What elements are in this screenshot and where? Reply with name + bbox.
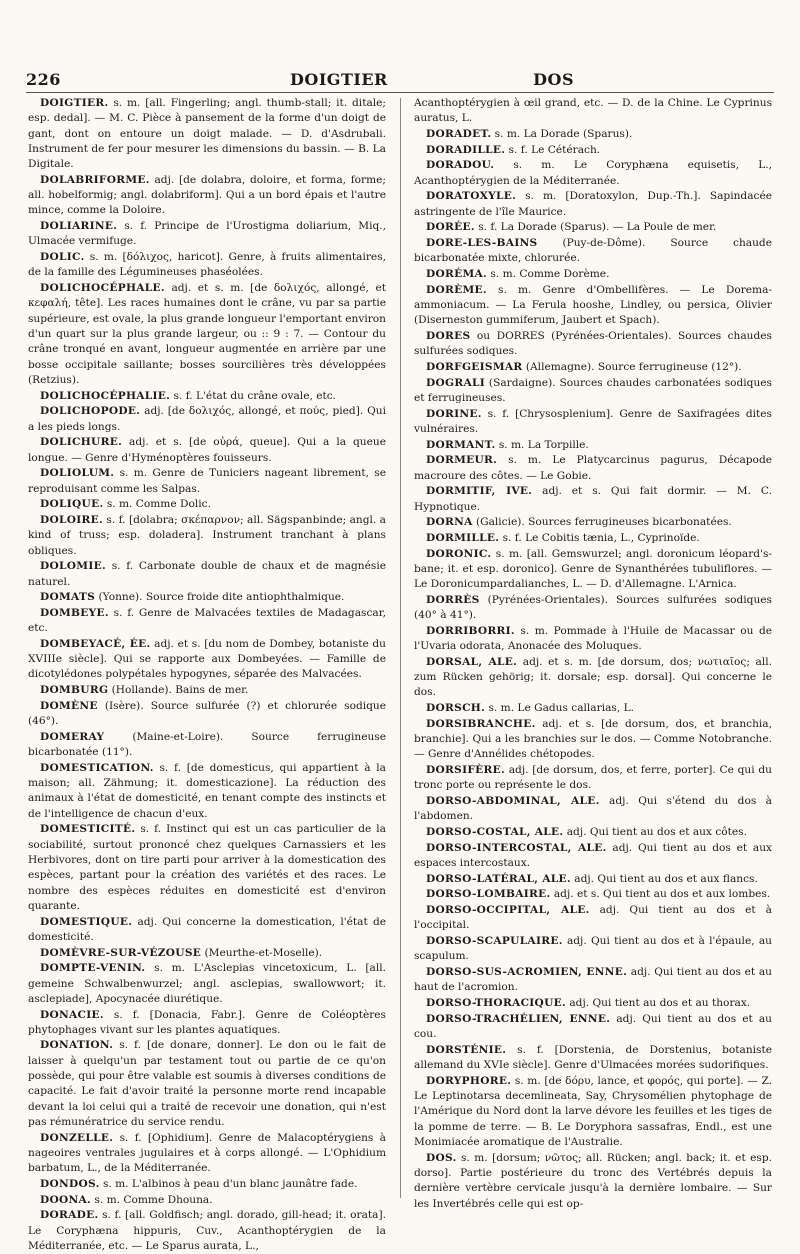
entry-headword: DOLABRIFORME. bbox=[40, 173, 150, 186]
dictionary-entry bbox=[414, 903, 772, 934]
entry-headword: DOLICHOCÉPHALIE. bbox=[40, 389, 171, 402]
entry-definition: adj. [de δολιχός, allongé, et πούς, pied]. Qui a les pieds longs. bbox=[28, 405, 386, 433]
entry-headword: DOONA. bbox=[40, 1193, 92, 1206]
dictionary-entry bbox=[414, 996, 772, 1011]
entry-definition: (Allemagne). Source ferrugineuse (12°). bbox=[522, 360, 742, 373]
dictionary-entry bbox=[28, 559, 386, 590]
entry-definition: (Pyrénées-Orientales). Sources sulfurées sodiques (40° à 41°). bbox=[414, 593, 772, 622]
entry-definition: s. m. Le Coryphæna equisetis, L., Acanthoptérygien de la Méditerranée. bbox=[414, 159, 772, 187]
entry-definition: s. m. L'Asclepias vincetoxicum, L. [all. gemeine Schwalbenwurzel; angl. asclepias, swallowwort; it. asclepiade], Apocynacée diurétique. bbox=[28, 962, 386, 1005]
entry-headword: DORSIFÈRE. bbox=[426, 764, 505, 777]
entry-definition: s. m. [dorsum; νῶτος; all. Rücken; angl. back; it. et esp. dorso]. Partie postérieure du tronc des Vertébrés depuis la dernière vertèbre cervicale jusqu'à la dernière lombaire. — Sur les Invertébrés celle qui est op- bbox=[414, 1151, 772, 1210]
dictionary-entry bbox=[414, 376, 772, 407]
dictionary-entry bbox=[414, 593, 772, 624]
entry-headword: DOMESTICATION. bbox=[40, 761, 154, 774]
dictionary-entry bbox=[414, 96, 772, 127]
entry-definition: adj. Qui tient au dos et au thorax. bbox=[566, 997, 751, 1010]
dictionary-entry bbox=[414, 283, 772, 329]
dictionary-entry bbox=[414, 438, 772, 453]
entry-definition: adj. Qui tient au dos et aux espaces intercostaux. bbox=[414, 841, 772, 870]
entry-definition: s. f. La Dorade (Sparus). — La Poule de mer. bbox=[474, 221, 717, 234]
dictionary-entry bbox=[414, 220, 772, 235]
dictionary-entry bbox=[28, 699, 386, 730]
entry-definition: s. m. [de δόρυ, lance, et φορός, qui porte]. — Z. Le Leptinotarsa decemlineata, Say, Chrysomélien phytophage de l'Amérique du Nord dont la larve dévore les feuilles et les tiges de la pomme de terre. — B. Le Doryphora sassafras, Endl., est une Monimiacée aromatique de l'Australie. bbox=[414, 1074, 772, 1148]
dictionary-entry bbox=[28, 730, 386, 761]
entry-headword: DORSAL, ALE. bbox=[426, 655, 518, 668]
dictionary-entry bbox=[28, 683, 386, 698]
entry-definition: s. f. [Donacia, Fabr.]. Genre de Coléoptères phytophages vivant sur les plantes aquatiques. bbox=[28, 1008, 386, 1036]
dictionary-entry bbox=[414, 143, 772, 158]
entry-definition: s. m. L'albinos à peau d'un blanc jaunâtre fade. bbox=[99, 1177, 358, 1190]
dictionary-entry bbox=[28, 1208, 386, 1254]
entry-headword: DORES bbox=[426, 329, 471, 342]
entry-headword: DOMBEYACÉ, ÉE. bbox=[40, 637, 151, 650]
dictionary-entry bbox=[28, 822, 386, 914]
entry-definition: s. m. [all. Gemswurzel; angl. doronicum léopard's-bane; it. et esp. doronico]. Genre de Synanthérées tubuliflores. — Le Doronicumpardalianches, L. — D. d'Allemagne. L'Arnica. bbox=[414, 547, 772, 591]
dictionary-entry bbox=[414, 267, 772, 282]
entry-definition: s. m. La Dorade (Sparus). bbox=[491, 127, 633, 140]
entry-headword: DORSIBRANCHE. bbox=[426, 717, 536, 730]
entry-definition: adj. Qui tient au dos et au haut de l'acromion. bbox=[414, 966, 772, 994]
entry-headword: DORMEUR. bbox=[426, 454, 498, 467]
guide-word-right: DOS bbox=[533, 70, 574, 89]
dictionary-entry bbox=[414, 531, 772, 546]
entry-definition: s. m. [all. Fingerling; angl. thumb-stall; it. ditale; esp. dedal]. — M. C. Pièce à pansement de la forme d'un doigt de gant, dont on entoure un doigt malade. — D. d'Asdrubali. Instrument de fer pour mesurer les dimensions du bassin. — B. La Digitale. bbox=[28, 97, 386, 171]
dictionary-entry bbox=[28, 637, 386, 683]
entry-headword: DONACIE. bbox=[40, 1008, 104, 1021]
dictionary-entry bbox=[414, 717, 772, 763]
entry-definition: s. m. Pommade à l'Huile de Macassar ou de l'Uvaria odorata, Anonacée des Moluques. bbox=[414, 624, 772, 653]
dictionary-entry bbox=[28, 466, 386, 497]
entry-definition: adj. Qui tient au dos et aux flancs. bbox=[570, 872, 758, 885]
dictionary-entry bbox=[414, 763, 772, 794]
entry-headword: DOMATS bbox=[40, 591, 96, 604]
dictionary-entry bbox=[28, 219, 386, 250]
dictionary-entry bbox=[414, 360, 772, 375]
dictionary-entry bbox=[28, 590, 386, 605]
entry-headword: DORMITIF, IVE. bbox=[426, 485, 533, 498]
entry-headword: DOLIARINE. bbox=[40, 220, 118, 233]
entry-headword: DORYPHORE. bbox=[426, 1074, 512, 1087]
dictionary-entry bbox=[414, 407, 772, 438]
dictionary-entry bbox=[414, 329, 772, 360]
entry-headword: DONDOS. bbox=[40, 1177, 100, 1190]
dictionary-entry bbox=[414, 872, 772, 887]
entry-headword: DORSO-LATÉRAL, ALE. bbox=[426, 872, 571, 885]
entry-headword: DORSO-SUS-ACROMIEN, ENNE. bbox=[426, 966, 628, 979]
entry-definition: s. f. [dolabra; σκέπαρνον; all. Sägspanbinde; angl. a kind of truss; esp. doladera]. Instrument tranchant à plans obliques. bbox=[28, 513, 386, 557]
entry-definition: (Isère). Source sulfurée (?) et chlorurée sodique (46°). bbox=[28, 699, 386, 728]
entry-headword: DORSO-OCCIPITAL, ALE. bbox=[426, 904, 590, 917]
entry-headword: DOLICHURE. bbox=[40, 436, 123, 449]
dictionary-entry bbox=[414, 794, 772, 825]
entry-definition: adj. et s. [du nom de Dombey, botaniste du XVIIIe siècle]. Qui se rapporte aux Dombeyées. — Famille de dicotylédones polypétales hypogynes, séparée des Malvacées. bbox=[28, 637, 386, 681]
entry-headword: DOIGTIER. bbox=[40, 97, 109, 109]
entry-headword: DOLOMIE. bbox=[40, 560, 106, 573]
dictionary-entry bbox=[414, 189, 772, 220]
entry-definition: s. f. [de donare, donner]. Le don ou le fait de laisser à quelqu'un par testament tout ou partie de ce qu'on possède, qui pour être valable est soumis à diverses conditions de capacité. Le fait d'avoir traité la personne morte rend incapable devant la loi celui qui a traité de recevoir une donation, qui n'est pas rémunératrice du service rendu. bbox=[28, 1039, 386, 1128]
entry-definition: adj. et s. m. [de dorsum, dos; νωτιαῖος; all. zum Rücken gehörig; it. dorsale; esp. dorsal]. Qui concerne le dos. bbox=[414, 655, 772, 699]
dictionary-entry bbox=[414, 547, 772, 593]
entry-definition: s. m. [Doratoxylon, Dup.-Th.]. Sapindacée astringente de l'île Maurice. bbox=[414, 190, 772, 218]
entry-headword: DOMBEYE. bbox=[40, 606, 109, 619]
entry-definition: s. f. Principe de l'Urostigma doliarium, Miq., Ulmacée vermifuge. bbox=[28, 220, 386, 248]
entry-definition: adj. Qui tient au dos et au cou. bbox=[414, 1012, 772, 1041]
guide-word-left: DOIGTIER bbox=[290, 70, 388, 89]
entry-headword: DORMANT. bbox=[426, 438, 496, 451]
dictionary-entry bbox=[28, 96, 386, 172]
entry-definition: s. f. Le Cobitis tænia, L., Cyprinoïde. bbox=[499, 531, 700, 544]
entry-definition: (Puy-de-Dôme). Source chaude bicarbonatée mixte, chlorurée. bbox=[414, 237, 772, 265]
entry-definition: adj. Qui tient au dos et à l'épaule, au scapulum. bbox=[414, 935, 772, 963]
entry-headword: DORSTÉNIE. bbox=[426, 1043, 507, 1056]
entry-definition: (Yonne). Source froide dite antiophthalmique. bbox=[95, 591, 345, 604]
entry-definition: adj. et s. [de οὐρά, queue]. Qui a la queue longue. — Genre d'Hyménoptères fouisseurs. bbox=[28, 436, 386, 464]
entry-headword: DOLICHOPODE. bbox=[40, 405, 141, 418]
entry-headword: DORSO-INTERCOSTAL, ALE. bbox=[426, 841, 607, 854]
entry-headword: DORSO-SCAPULAIRE. bbox=[426, 935, 563, 948]
dictionary-entry bbox=[28, 761, 386, 822]
entry-definition: ou DORRES (Pyrénées-Orientales). Sources chaudes sulfurées sodiques. bbox=[414, 329, 772, 358]
dictionary-entry bbox=[28, 173, 386, 219]
dictionary-entry bbox=[28, 606, 386, 637]
page-number: 226 bbox=[26, 70, 61, 89]
dictionary-entry bbox=[414, 236, 772, 267]
entry-headword: DOMESTIQUE. bbox=[40, 915, 133, 928]
entry-definition: s. f. Genre de Malvacées textiles de Madagascar, etc. bbox=[28, 606, 386, 635]
entry-headword: DOMERAY bbox=[40, 730, 105, 743]
entry-headword: DORRIBORRI. bbox=[426, 624, 515, 637]
entry-definition: adj. Qui s'étend du dos à l'abdomen. bbox=[414, 795, 772, 823]
entry-definition: s. m. Comme Dolic. bbox=[103, 498, 211, 511]
dictionary-entry bbox=[414, 1012, 772, 1043]
dictionary-entry bbox=[28, 1131, 386, 1177]
entry-headword: DORONIC. bbox=[426, 547, 492, 560]
dictionary-entry bbox=[28, 389, 386, 404]
entry-definition: adj. Qui concerne la domestication, l'état de domesticité. bbox=[28, 915, 386, 943]
dictionary-entry bbox=[414, 965, 772, 996]
entry-headword: DORRÈS bbox=[426, 593, 480, 606]
entry-headword: DOMÈVRE-SUR-VÉZOUSE bbox=[40, 946, 202, 959]
entry-headword: DORADE. bbox=[40, 1209, 99, 1222]
dictionary-entry bbox=[414, 515, 772, 530]
entry-definition: s. f. [de domesticus, qui appartient à la maison; all. Zähmung; it. domesticazione]. La réduction des animaux à l'état de domesticité, en tenant compte des instincts et de l'intelligence de chacun d'eux. bbox=[28, 761, 386, 820]
entry-definition: adj. et s. [de dorsum, dos, et branchia, branchie]. Qui a les branchies sur le dos. — Comme Notobranche. — Genre d'Annélides chétopodes. bbox=[414, 717, 772, 761]
dictionary-entry bbox=[28, 915, 386, 946]
entry-definition: Acanthoptérygien à œil grand, etc. — D. de la Chine. Le Cyprinus auratus, L. bbox=[414, 97, 772, 125]
dictionary-entry bbox=[414, 1043, 772, 1074]
entry-definition: adj. [de dorsum, dos, et ferre, porter]. Ce qui du tronc porte ou représente le dos. bbox=[414, 764, 772, 792]
entry-definition: (Meurthe-et-Moselle). bbox=[201, 946, 323, 959]
dictionary-entry bbox=[414, 934, 772, 965]
dictionary-entry bbox=[414, 1074, 772, 1150]
entry-definition: adj. Qui tient au dos et aux côtes. bbox=[563, 826, 747, 839]
dictionary-entry bbox=[28, 513, 386, 559]
entry-headword: DORADET. bbox=[426, 127, 492, 140]
entry-definition: s. f. Instinct qui est un cas particulier de la sociabilité, surtout prononcé chez quelques Carnassiers et les Herbivores, dont on tire parti pour arriver à la domestication des espèces, partant pour la création des variétés et des races. Le nombre des espèces réduites en domesticité est d'environ quarante. bbox=[28, 823, 386, 912]
entry-headword: DORSO-LOMBAIRE. bbox=[426, 888, 551, 901]
entry-definition: s. m. La Torpille. bbox=[495, 438, 589, 451]
entry-headword: DORSO-ABDOMINAL, ALE. bbox=[426, 795, 600, 808]
right-column bbox=[414, 96, 772, 1210]
entry-headword: DORADILLE. bbox=[426, 143, 506, 156]
entry-definition: s. m. [δόλιχος, haricot]. Genre, à fruits alimentaires, de la famille des Légumineuses phaséolées. bbox=[28, 251, 386, 279]
entry-headword: DOS. bbox=[426, 1151, 457, 1164]
entry-definition: adj. et s. m. [de δολιχός, allongé, et κεφαλή, tête]. Les races humaines dont le crâne, vu par sa partie supérieure, est ovale, la plus grande longueur l'emportant environ d'un quart sur la plus grande largeur, ou :: 9 : 7. — Contour du crâne tronqué en avant, longueur augmentée en arrière par une bosse occipitale saillante; bosses sourcilières très développées (Retzius). bbox=[28, 282, 386, 386]
column-divider bbox=[400, 98, 401, 1198]
dictionary-entry bbox=[28, 1008, 386, 1039]
entry-definition: s. f. [Ophidium]. Genre de Malacoptérygiens à nageoires ventrales jugulaires et à corps allongé. — L'Ophidium barbatum, L., de la Méditerranée. bbox=[28, 1131, 386, 1175]
entry-headword: DOMESTICITÉ. bbox=[40, 823, 136, 836]
entry-headword: DORADOU. bbox=[426, 159, 495, 172]
dictionary-entry bbox=[28, 961, 386, 1007]
entry-definition: adj. [de dolabra, doloire, et forma, forme; all. hobelformig; angl. dolabriform]. Qui a un bord épais et l'autre mince, comme la Doloire. bbox=[28, 173, 386, 217]
entry-headword: DOMBURG bbox=[40, 684, 109, 697]
dictionary-entry bbox=[414, 127, 772, 142]
entry-headword: DOMPTE-VENIN. bbox=[40, 962, 146, 975]
left-column bbox=[28, 96, 386, 1252]
dictionary-entry bbox=[414, 453, 772, 484]
entry-headword: DORINE. bbox=[426, 407, 482, 420]
entry-definition: adj. et s. Qui fait dormir. — M. C. Hypnotique. bbox=[414, 485, 772, 513]
entry-headword: DONATION. bbox=[40, 1039, 114, 1052]
dictionary-entry bbox=[28, 435, 386, 466]
dictionary-entry bbox=[28, 1177, 386, 1192]
dictionary-entry bbox=[414, 624, 772, 655]
dictionary-entry bbox=[414, 887, 772, 902]
entry-headword: DOGRALI bbox=[426, 376, 485, 389]
entry-headword: DORATOXYLE. bbox=[426, 190, 517, 203]
entry-definition: adj. Qui tient au dos et à l'occipital. bbox=[414, 904, 772, 932]
entry-definition: s. f. L'état du crâne ovale, etc. bbox=[170, 389, 337, 402]
entry-definition: s. f. [all. Goldfisch; angl. dorado, gill-head; it. orata]. Le Coryphæna hippuris, Cuv., Acanthoptérygien de la Méditerranée, etc. — Le Sparus aurata, L., bbox=[28, 1209, 386, 1252]
entry-definition: (Hollande). Bains de mer. bbox=[108, 684, 249, 697]
entry-headword: DORSCH. bbox=[426, 702, 486, 715]
entry-definition: adj. et s. Qui tient au dos et aux lombes. bbox=[550, 888, 771, 901]
dictionary-entry bbox=[414, 1151, 772, 1212]
entry-headword: DORSO-COSTAL, ALE. bbox=[426, 826, 564, 839]
entry-headword: DOMÈNE bbox=[40, 699, 98, 712]
dictionary-entry bbox=[414, 825, 772, 840]
entry-headword: DOLIQUE. bbox=[40, 498, 104, 511]
entry-definition: s. f. [Chrysosplenium]. Genre de Saxifragées dites vulnéraires. bbox=[414, 407, 772, 435]
entry-headword: DOLIOLUM. bbox=[40, 467, 115, 480]
dictionary-entry bbox=[28, 281, 386, 388]
dictionary-entry bbox=[28, 404, 386, 435]
entry-definition: s. m. Genre d'Ombellifères. — Le Dorema-ammoniacum. — La Ferula hooshe, Lindley, ou persica, Olivier (Diserneston gummiferum, Jaubert et Spach). bbox=[414, 283, 772, 327]
dictionary-entry bbox=[28, 250, 386, 281]
dictionary-entry bbox=[28, 1193, 386, 1208]
entry-headword: DORFGEISMAR bbox=[426, 360, 523, 373]
entry-definition: s. m. Le Gadus callarias, L. bbox=[485, 702, 634, 715]
entry-headword: DORMILLE. bbox=[426, 531, 500, 544]
entry-headword: DONZELLE. bbox=[40, 1131, 114, 1144]
entry-definition: s. m. Le Platycarcinus pagurus, Décapode macroure des côtes. — Le Gobie. bbox=[414, 454, 772, 482]
entry-headword: DOLIC. bbox=[40, 251, 85, 264]
running-header bbox=[26, 70, 774, 93]
entry-definition: s. f. [Dorstenia, de Dorstenius, botaniste allemand du XVIe siècle]. Genre d'Ulmacées morées sudorifiques. bbox=[414, 1043, 772, 1072]
entry-headword: DORÈME. bbox=[426, 283, 487, 296]
entry-definition: (Maine-et-Loire). Source ferrugineuse bicarbonatée (11°). bbox=[28, 730, 386, 759]
entry-definition: s. m. Comme Dhouna. bbox=[91, 1193, 213, 1206]
entry-headword: DORÉE. bbox=[426, 221, 475, 234]
dictionary-entry bbox=[414, 701, 772, 716]
dictionary-entry bbox=[28, 946, 386, 961]
entry-headword: DOLOIRE. bbox=[40, 513, 104, 526]
entry-headword: DOLICHOCÉPHALE. bbox=[40, 282, 165, 295]
dictionary-entry bbox=[414, 158, 772, 189]
entry-definition: s. f. Carbonate double de chaux et de magnésie naturel. bbox=[28, 560, 386, 588]
dictionary-entry bbox=[28, 497, 386, 512]
entry-headword: DORSO-TRACHÉLIEN, ENNE. bbox=[426, 1012, 611, 1025]
entry-headword: DORSO-THORACIQUE. bbox=[426, 997, 566, 1010]
entry-definition: s. f. Le Cétérach. bbox=[505, 143, 601, 156]
entry-definition: s. m. Genre de Tuniciers nageant librement, se reproduisant comme les Salpas. bbox=[28, 467, 386, 495]
entry-definition: s. m. Comme Dorème. bbox=[487, 268, 610, 280]
entry-headword: DORNA bbox=[426, 516, 473, 529]
entry-headword: DORÉMA. bbox=[426, 268, 488, 280]
dictionary-entry bbox=[414, 484, 772, 515]
entry-headword: DORE-LES-BAINS bbox=[426, 237, 538, 250]
entry-definition: (Sardaigne). Sources chaudes carbonatées sodiques et ferrugineuses. bbox=[414, 376, 772, 404]
dictionary-entry bbox=[28, 1038, 386, 1130]
dictionary-entry bbox=[414, 655, 772, 701]
entry-definition: (Galicie). Sources ferrugineuses bicarbonatées. bbox=[472, 516, 732, 529]
dictionary-entry bbox=[414, 841, 772, 872]
